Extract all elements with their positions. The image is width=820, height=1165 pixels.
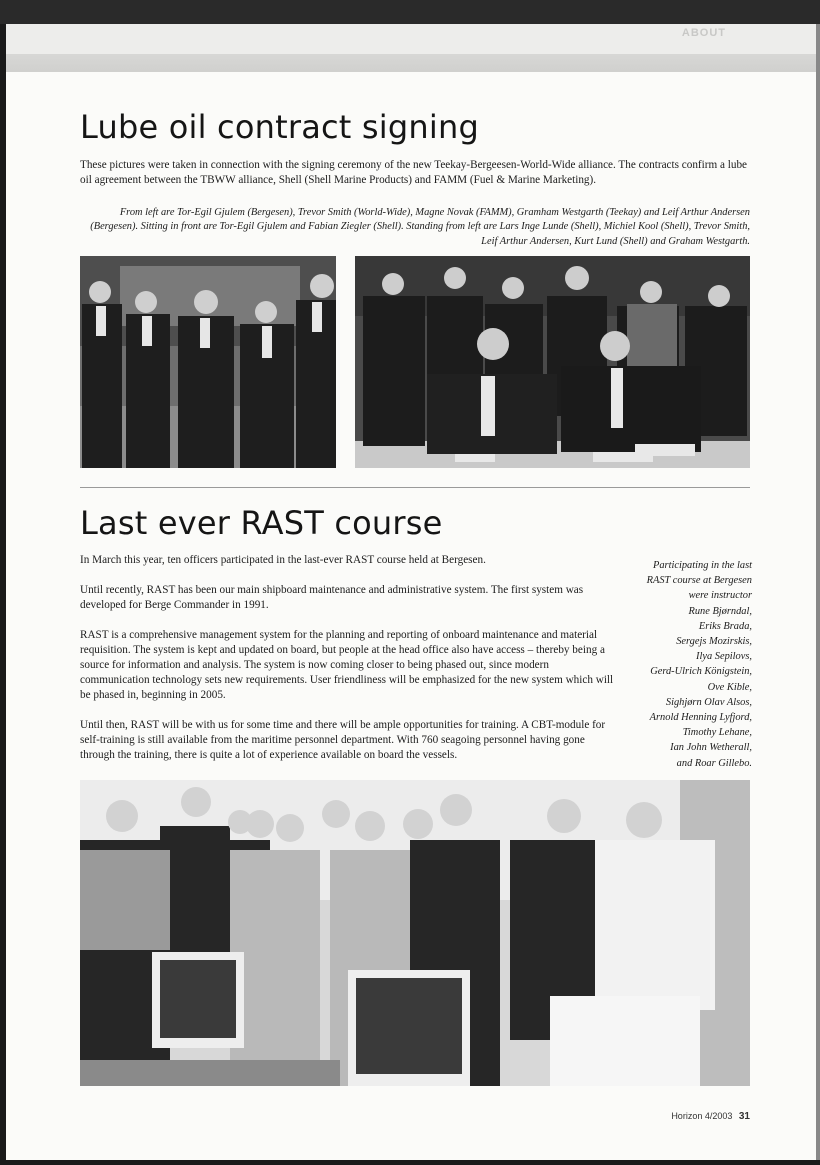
photo-rast-course-group	[80, 780, 750, 1086]
article2-body	[80, 553, 614, 778]
page-footer	[671, 1111, 750, 1122]
sidebar-line: Timothy Lehane,	[682, 727, 752, 739]
sidebar-line: Arnold Henning Lyfjord,	[649, 712, 752, 724]
article2-paragraph: Until then, RAST will be with us for some time and there will be ample opportunities for training. A CBT-module for self-training is still available from the maritime personnel department. With 760 seagoing personnel having gone through the training, there is quite a lot of experience available on board the vessels.	[80, 719, 606, 761]
participants-sidebar	[622, 558, 752, 771]
sidebar-line: Eriks Brada,	[698, 620, 752, 632]
article1-intro: These pictures were taken in connection with the signing ceremony of the new Teekay-Bergeesen-World-Wide alliance. The contracts confirm a lube oil agreement between the TBWW alliance, Shell (Shell Marine Products) and FAMM (Fuel & Marine Marketing).	[80, 159, 747, 186]
article1-title: Lube oil contract signing	[80, 108, 479, 146]
article2-title: Last ever RAST course	[80, 504, 443, 542]
photo-signing-group-standing	[80, 256, 336, 468]
scan-bottom-edge	[0, 1160, 820, 1165]
article2-paragraph: Until recently, RAST has been our main shipboard maintenance and administrative system. The first system was developed for Berge Commander in 1991.	[80, 584, 584, 611]
sidebar-line: Ove Kible,	[707, 681, 752, 693]
sidebar-line: Ian John Wetherall,	[670, 742, 752, 754]
sidebar-line: Sighjørn Olav Alsos,	[665, 696, 752, 708]
scan-top-edge	[0, 0, 820, 24]
section-divider	[80, 487, 750, 488]
publication-label: Horizon 4/2003	[671, 1111, 733, 1121]
scan-right-edge	[816, 24, 820, 1165]
article2-paragraph: RAST is a comprehensive management system for the planning and reporting of onboard maintenance and material requisition. The system is kept and updated on board, but people at the head office also have access – thereby being a source for information and analysis. The system is now coming closer to being phased out, since modern communication technology sets new requirements. User friendliness will be emphasized for the new system which will be phased in, beginning in 2005.	[80, 629, 614, 701]
sidebar-line: Participating in the last	[653, 560, 752, 571]
sidebar-line: Gerd-Ulrich Königstein,	[650, 666, 752, 678]
sidebar-line: were instructor	[688, 590, 752, 602]
sidebar-line: RAST course at Bergesen	[646, 575, 752, 587]
sidebar-line: Rune Bjørndal,	[688, 605, 752, 617]
header-band	[6, 24, 816, 72]
sidebar-line: Sergejs Mozirskis,	[676, 636, 752, 648]
sidebar-line: Ilya Sepilovs,	[696, 651, 752, 663]
page-number: 31	[738, 1111, 750, 1122]
scan-left-edge	[0, 24, 6, 1165]
article2-paragraph: In March this year, ten officers participated in the last-ever RAST course held at Bergesen.	[80, 554, 486, 566]
sidebar-line: and Roar Gillebo.	[676, 757, 752, 769]
section-tag: ABOUT	[681, 27, 726, 39]
photo-signing-group-seated	[355, 256, 750, 468]
article1-caption: From left are Tor-Egil Gjulem (Bergesen), Trevor Smith (World-Wide), Magne Novak (FAMM), Gramham Westgarth (Teekay) and Leif Arthur Andersen (Bergesen). Sitting in front are Tor-Egil Gjulem and Fabian Ziegler (Shell). Standing from left are Lars Inge Lunde (Shell), Michiel Kool (Shell), Trevor Smith, Leif Arthur Andersen, Kurt Lund (Shell) and Graham Westgarth.	[90, 207, 750, 247]
